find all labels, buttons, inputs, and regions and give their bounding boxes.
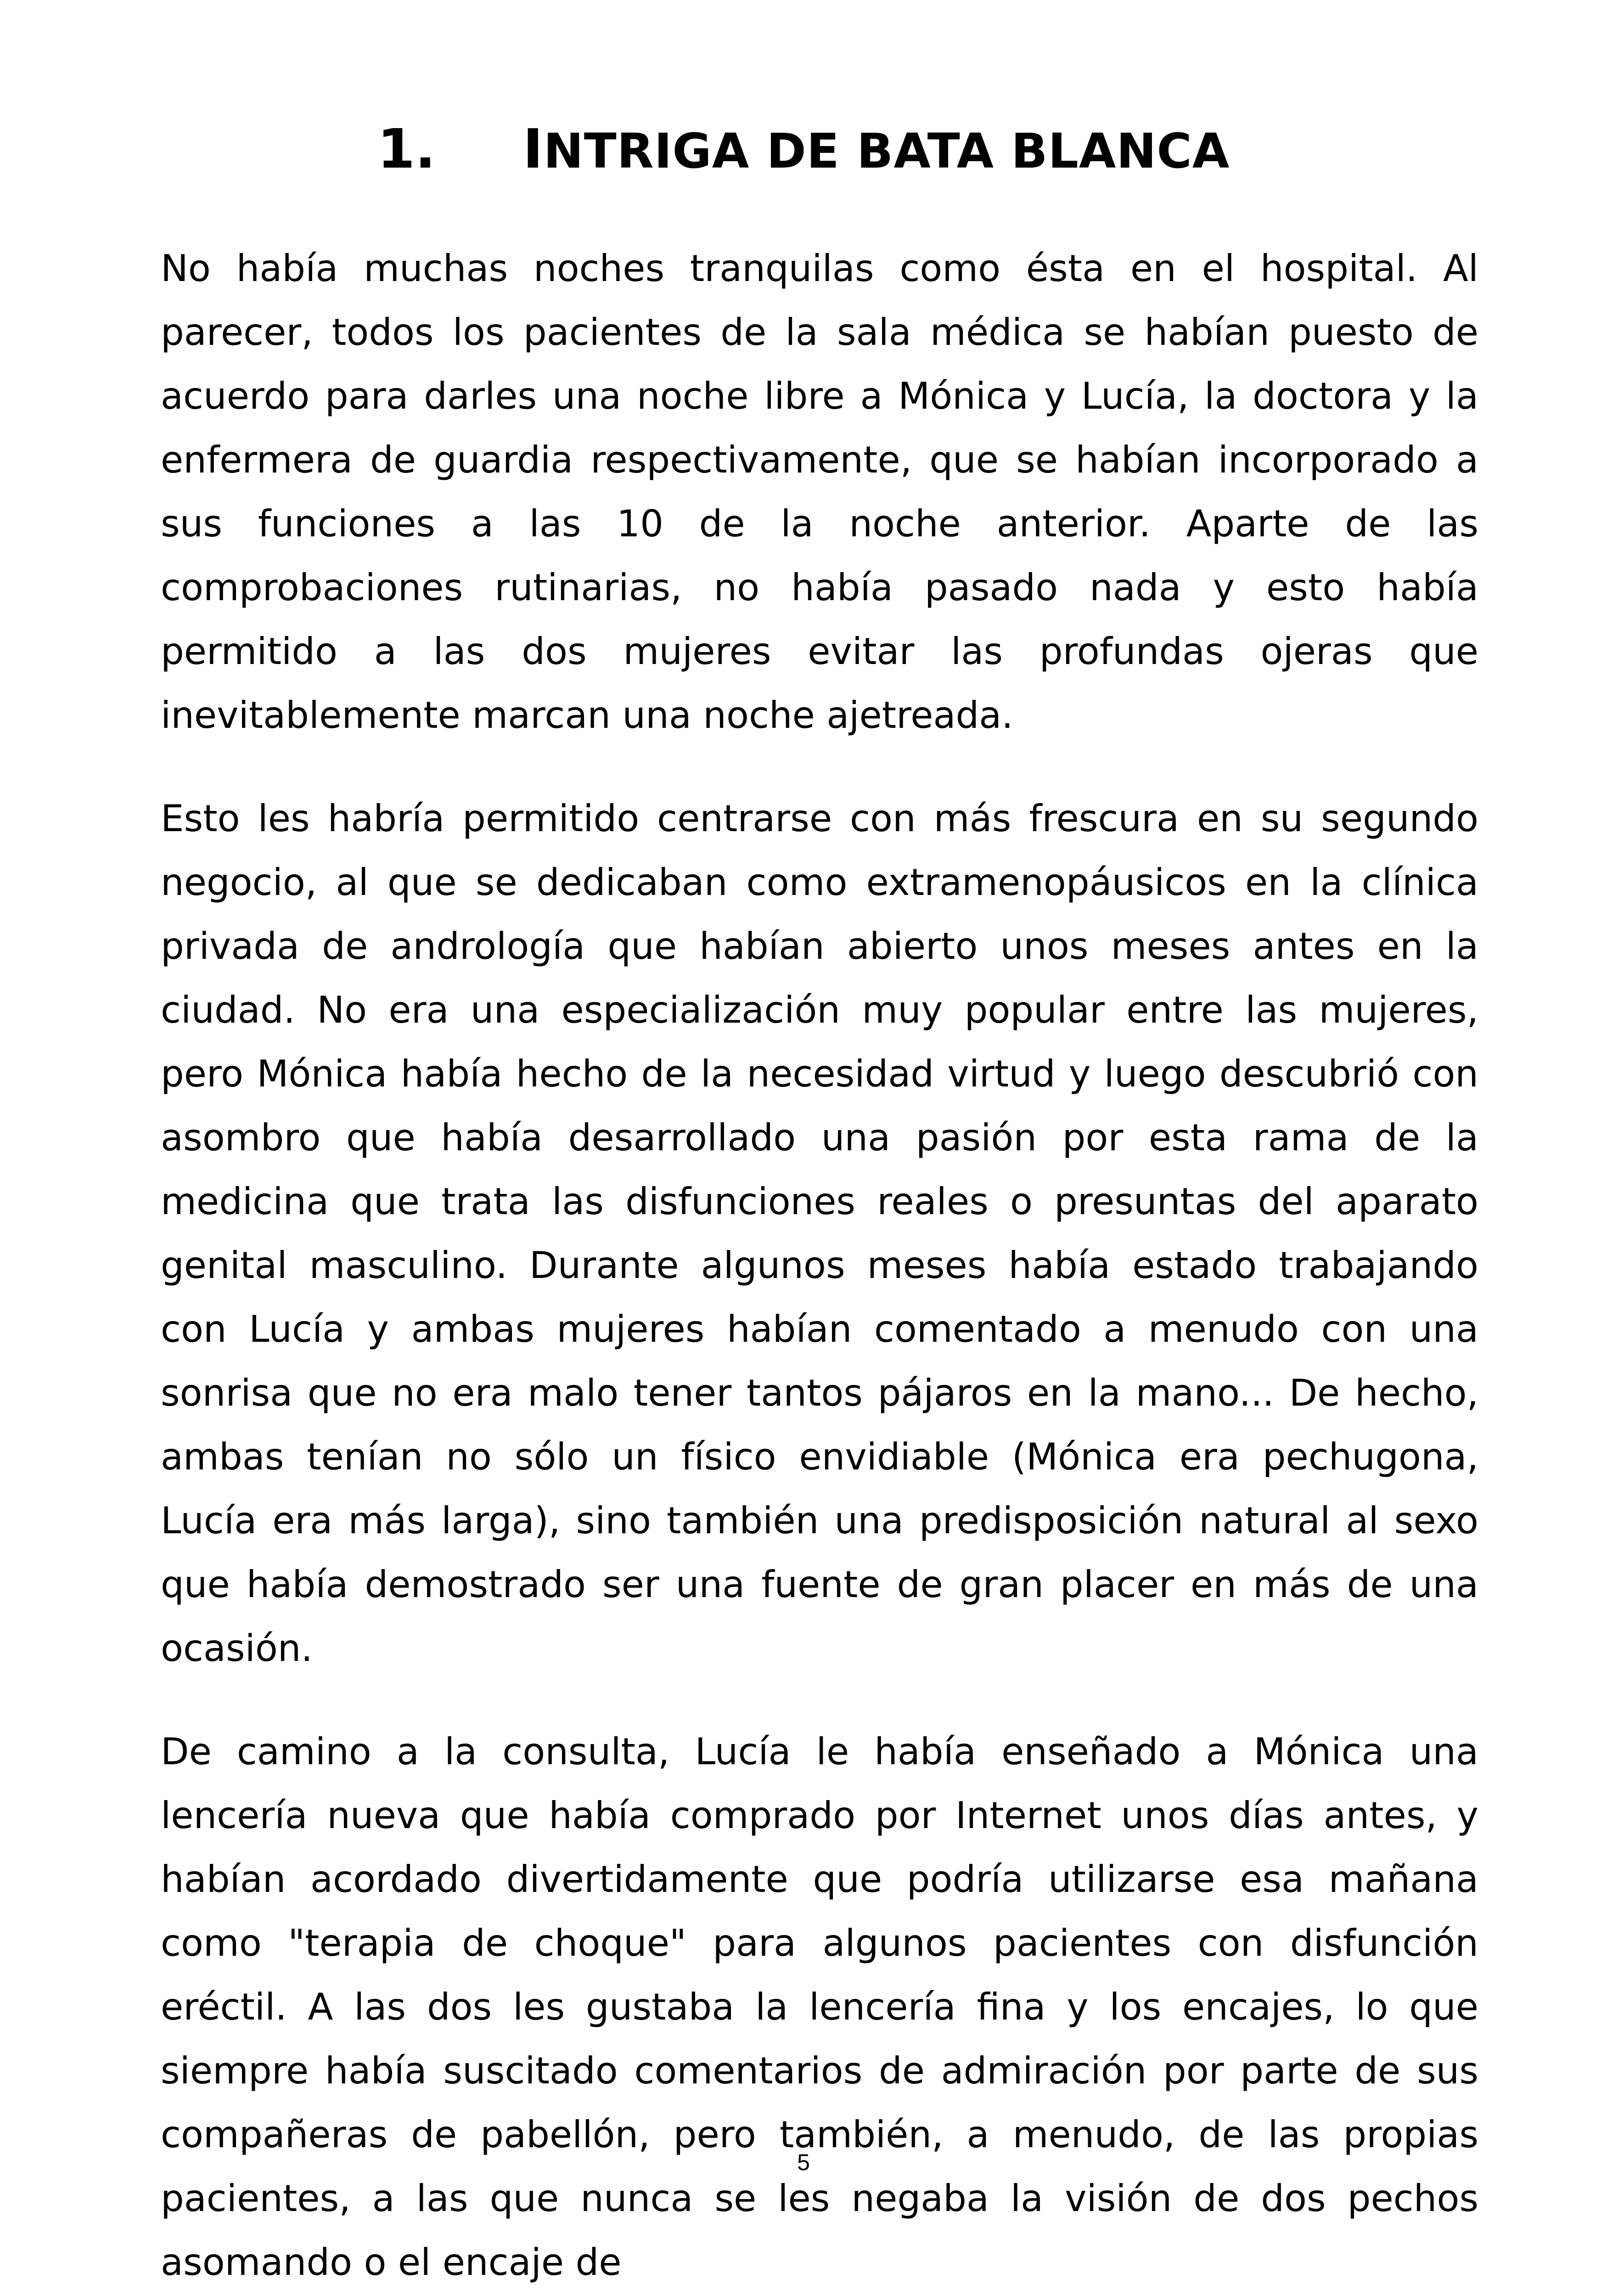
chapter-title-rest: NTRIGA DE BATA BLANCA bbox=[543, 123, 1230, 179]
chapter-heading bbox=[0, 117, 1607, 180]
paragraph: Esto les habría permitido centrarse con más frescura en su segundo negocio, al que se dedicaban como extramenopáusicos en la clínica privada de andrología que habían abierto unos meses antes en la ciudad. No era una especialización muy popular entre las mujeres, pero Mónica había hecho de la necesidad virtud y luego descubrió con asombro que había desarrollado una pasión por esta rama de la medicina que trata las disfunciones reales o presuntas del aparato genital masculino. Durante algunos meses había estado trabajando con Lucía y ambas mujeres habían comentado a menudo con una sonrisa que no era malo tener tantos pájaros en la mano... De hecho, ambas tenían no sólo un físico envidiable (Mónica era pechugona, Lucía era más larga), sino también una predisposición natural al sexo que había demostrado ser una fuente de gran placer en más de una ocasión. bbox=[161, 797, 1478, 1670]
paragraph: De camino a la consulta, Lucía le había enseñado a Mónica una lencería nueva que había comprado por Internet unos días antes, y habían acordado divertidamente que podría utilizarse esa mañana como "terapia de choque" para algunos pacientes con disfunción eréctil. A las dos les gustaba la lencería fina y los encajes, lo que siempre había suscitado comentarios de admiración por parte de sus compañeras de pabellón, pero también, a menudo, de las propias pacientes, a las que nunca se les negaba la visión de dos pechos asomando o el encaje de bbox=[161, 1730, 1478, 2284]
chapter-title bbox=[523, 117, 1230, 180]
chapter-title-initial: I bbox=[523, 117, 544, 180]
paragraph: No había muchas noches tranquilas como ésta en el hospital. Al parecer, todos los pacientes de la sala médica se habían puesto de acuerdo para darles una noche libre a Mónica y Lucía, la doctora y la enfermera de guardia respectivamente, que se habían incorporado a sus funciones a las 10 de la noche anterior. Aparte de las comprobaciones rutinarias, no había pasado nada y esto había permitido a las dos mujeres evitar las profundas ojeras que inevitablemente marcan una noche ajetreada. bbox=[161, 247, 1478, 737]
chapter-body bbox=[161, 236, 1478, 2296]
page-number: 5 bbox=[797, 2150, 810, 2175]
chapter-number: 1. bbox=[377, 117, 436, 180]
